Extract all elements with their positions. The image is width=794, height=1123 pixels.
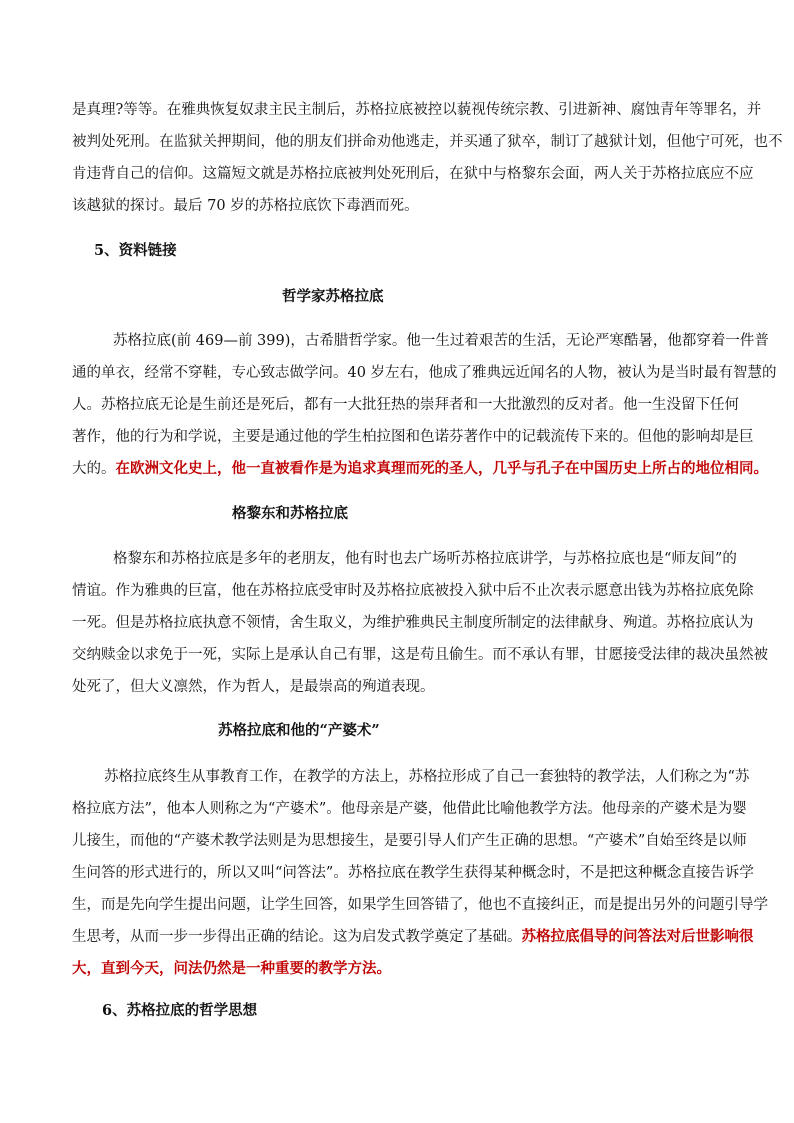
paragraph-line: 该越狱的探讨。最后 70 岁的苏格拉底饮下毒酒而死。 — [72, 198, 419, 214]
paragraph-line: 肯违背自己的信仰。这篇短文就是苏格拉底被判处死刑后，在狱中与格黎东会面，两人关于苏格拉底应不应 — [72, 166, 754, 182]
paragraph-line: 生问答的形式进行的，所以又叫“问答法”。苏格拉底在教学生获得某种概念时，不是把这种概念直接告诉学 — [72, 865, 754, 881]
section-heading: 5、资料链接 — [94, 242, 177, 259]
paragraph-line: 生，而是先向学生提出问题，让学生回答，如果学生回答错了，他也不直接纠正，而是提出另外的问题引导学 — [72, 897, 768, 913]
paragraph-line-highlighted — [72, 958, 391, 980]
paragraph-line: 处死了，但大义凛然，作为哲人，是最崇高的殉道表现。 — [72, 679, 435, 695]
paragraph-line-mixed — [72, 926, 754, 948]
paragraph-line: 格拉底方法”，他本人则称之为“产婆术”。他母亲是产婆，他借此比喻他教学方法。他母亲的产婆术是为婴 — [72, 801, 747, 817]
plain-text: 大的。 — [72, 461, 116, 477]
paragraph-line: 人。苏格拉底无论是生前还是死后，都有一大批狂热的崇拜者和一大批激烈的反对者。他一生没留下任何 — [72, 397, 739, 413]
highlighted-text: 苏格拉底倡导的问答法对后世影响很 — [521, 928, 754, 945]
paragraph-line: 通的单衣，经常不穿鞋，专心致志做学问。40 岁左右，他成了雅典远近闻名的人物，被认为是当时最有智慧的 — [72, 365, 777, 381]
paragraph-line: 著作，他的行为和学说，主要是通过他的学生柏拉图和色诺芬著作中的记载流传下来的。但他的影响却是巨 — [72, 429, 754, 445]
paragraph-line: 苏格拉底终生从事教育工作，在教学的方法上，苏格拉形成了自己一套独特的教学法，人们称之为“苏 — [104, 769, 750, 785]
article-title: 苏格拉底和他的“产婆术” — [218, 722, 380, 739]
highlighted-text: 大，直到今天，问法仍然是一种重要的教学方法。 — [72, 960, 391, 977]
paragraph-line-mixed — [72, 458, 768, 480]
paragraph-line: 苏格拉底(前 469—前 399)，古希腊哲学家。他一生过着艰苦的生活，无论严寒酷暑，他都穿着一件普 — [113, 333, 769, 349]
highlighted-text: 在欧洲文化史上，他一直被看作是为追求真理而死的圣人，几乎与孔子在中国历史上所占的地位相同。 — [115, 460, 768, 477]
paragraph-line: 一死。但是苏格拉底执意不领情，舍生取义，为维护雅典民主制度所制定的法律献身、殉道。苏格拉底认为 — [72, 615, 754, 631]
paragraph-line: 是真理?等等。在雅典恢复奴隶主民主制后，苏格拉底被控以藐视传统宗教、引进新神、腐蚀青年等罪名，并 — [72, 102, 762, 118]
article-title: 哲学家苏格拉底 — [282, 288, 384, 305]
plain-text: 生思考，从而一步一步得出正确的结论。这为启发式教学奠定了基础。 — [72, 929, 522, 945]
article-title: 格黎东和苏格拉底 — [232, 505, 348, 522]
paragraph-line: 情谊。作为雅典的巨富，他在苏格拉底受审时及苏格拉底被投入狱中后不止次表示愿意出钱为苏格拉底免除 — [72, 583, 754, 599]
paragraph-line: 格黎东和苏格拉底是多年的老朋友，他有时也去广场听苏格拉底讲学，与苏格拉底也是“师友间”的 — [113, 551, 737, 567]
paragraph-line: 交纳赎金以求免于一死，实际上是承认自己有罪，这是苟且偷生。而不承认有罪，甘愿接受法律的裁决虽然被 — [72, 647, 768, 663]
section-heading: 6、苏格拉底的哲学思想 — [102, 1002, 258, 1019]
paragraph-line: 被判处死刑。在监狱关押期间，他的朋友们拼命劝他逃走，并买通了狱卒，制订了越狱计划，但他宁可死，也不 — [72, 134, 783, 150]
paragraph-line: 儿接生，而他的“产婆术教学法则是为思想接生，是要引导人们产生正确的思想。“产婆术”自始至终是以师 — [72, 833, 747, 849]
